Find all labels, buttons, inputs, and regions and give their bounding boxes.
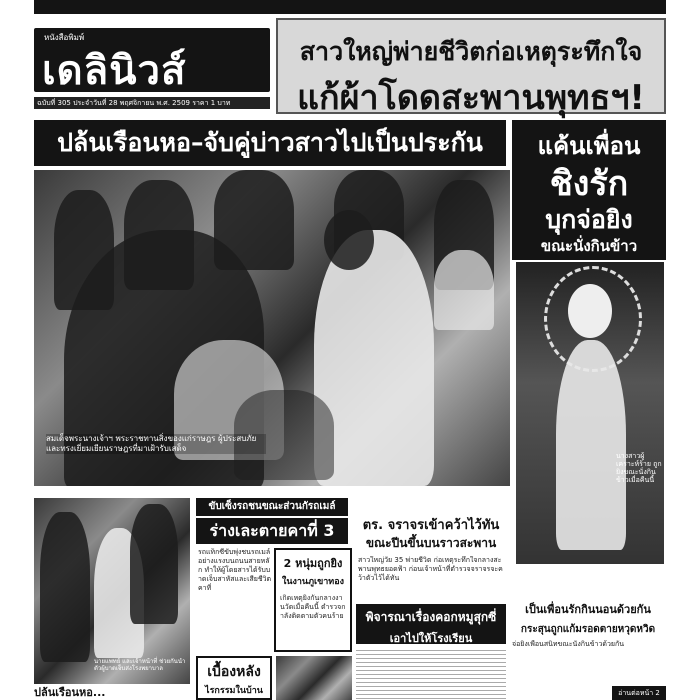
right-feature-headline-box: [512, 120, 666, 260]
top-headline-line1: สาวใหญ่พ่ายชีวิตก่อเหตุระทึกใจ: [299, 37, 643, 66]
right-feature-line4: ขณะนั่งกินข้าว: [540, 237, 638, 255]
main-photo: [34, 170, 510, 486]
masthead-logo-box: [34, 28, 270, 92]
top-headline-box: [276, 18, 666, 118]
story1-kicker: ขับเซ็งรถชนขณะส่วนกัรถเมล์: [196, 498, 348, 516]
bottom-right-headline: เป็นเพื่อนรักกินนอนด้วยกัน: [525, 603, 651, 616]
story3-sub: ขณะปีนขึ้นบนราวสะพาน: [365, 536, 497, 550]
top-headline-line2: แก้ผ้าโดดสะพานพุทธฯ!: [297, 78, 645, 118]
bottom-right-sub: กระสุนถูกแก้มรอดตายหวุดหวิด: [520, 624, 656, 635]
bottom-center-photo: [276, 656, 352, 700]
story1-body: รถแท็กซี่ขับพุ่งชนรถเมล์อย่างแรงบนถนนสายหลัก ทำให้ผู้โดยสารได้รับบาดเจ็บสาหัสและเสียชีวิตคาที่: [198, 548, 272, 592]
bottom-center-text: [356, 650, 506, 700]
right-feature-photo: [516, 262, 664, 564]
story2-box: [274, 548, 352, 652]
story4-sub: เอาไปให้โรงเรียน: [389, 632, 473, 645]
bottom-fragment: ปล้นเรือนหอ...: [34, 686, 106, 699]
top-edge-bar: [34, 0, 666, 14]
bottom-right-body: จ่อยิงเพื่อนสนิทขณะนั่งกินข้าวด้วยกัน: [512, 640, 625, 648]
story2-body: เกิดเหตุยิงกันกลางงานวัดเมื่อคืนนี้ ตำรวจกำลังติดตามตัวคนร้าย: [280, 594, 346, 620]
masthead-logo: เดลินิวส์: [42, 48, 187, 93]
masthead-small-label: หนังสือพิมพ์: [44, 33, 85, 42]
continued-label: อ่านต่อหน้า 2: [612, 686, 666, 700]
story3-headline: ตร. จราจรเข้าคว้าไว้ทัน: [362, 518, 500, 533]
story2-headline: 2 หนุ่มถูกยิง: [283, 557, 343, 570]
behind-box: [196, 656, 272, 700]
bottom-left-caption: นายแพทย์ และเจ้าหน้าที่ ช่วยกันนำตัวผู้บาดเจ็บส่งโรงพยาบาล: [94, 658, 186, 672]
story4-box: [356, 604, 506, 644]
behind-headline: เบื้องหลัง: [207, 664, 261, 680]
banner-headline: ปล้นเรือนหอ–จับคู่บ่าวสาวไปเป็นประกัน: [34, 120, 506, 166]
story2-sub: ในงานภูเขาทอง: [281, 577, 345, 587]
right-feature-line1: แค้นเพื่อน: [537, 132, 641, 160]
story3-body: สาวใหญ่วัย 35 พ่ายชีวิต ก่อเหตุระทึกใจกลางสะพานพุทธยอดฟ้า ก่อนเจ้าหน้าที่ตำรวจจราจรจะคว้าตัวไว้ได้ทัน: [358, 556, 503, 582]
bottom-left-photo: [34, 498, 190, 684]
story4-headline: พิจารณาเรื่องคอกหมูสุกซี่: [365, 610, 497, 624]
right-feature-photo-caption: นางสาวผู้เคราะห์ร้าย ถูกยิงขณะนั่งกินข้าวเมื่อคืนนี้: [616, 452, 662, 484]
story1-headline: ร่างเละตายคาที่ 3 คน: [196, 518, 348, 544]
right-feature-line2: ชิงรัก: [549, 164, 629, 204]
masthead-dateline: ฉบับที่ 305 ประจำวันที่ 28 พฤศจิกายน พ.ศ. 2509 ราคา 1 บาท: [34, 97, 270, 109]
main-photo-caption: สมเด็จพระนางเจ้าฯ พระราชทานสิ่งของแก่ราษฎร ผู้ประสบภัย และทรงเยี่ยมเยียนราษฎรที่มาเฝ้ารับเสด็จ: [46, 434, 266, 454]
behind-sub: ไรกรรมในบ้าน: [205, 686, 263, 696]
right-feature-line3: บุกจ่อยิง: [545, 205, 633, 234]
